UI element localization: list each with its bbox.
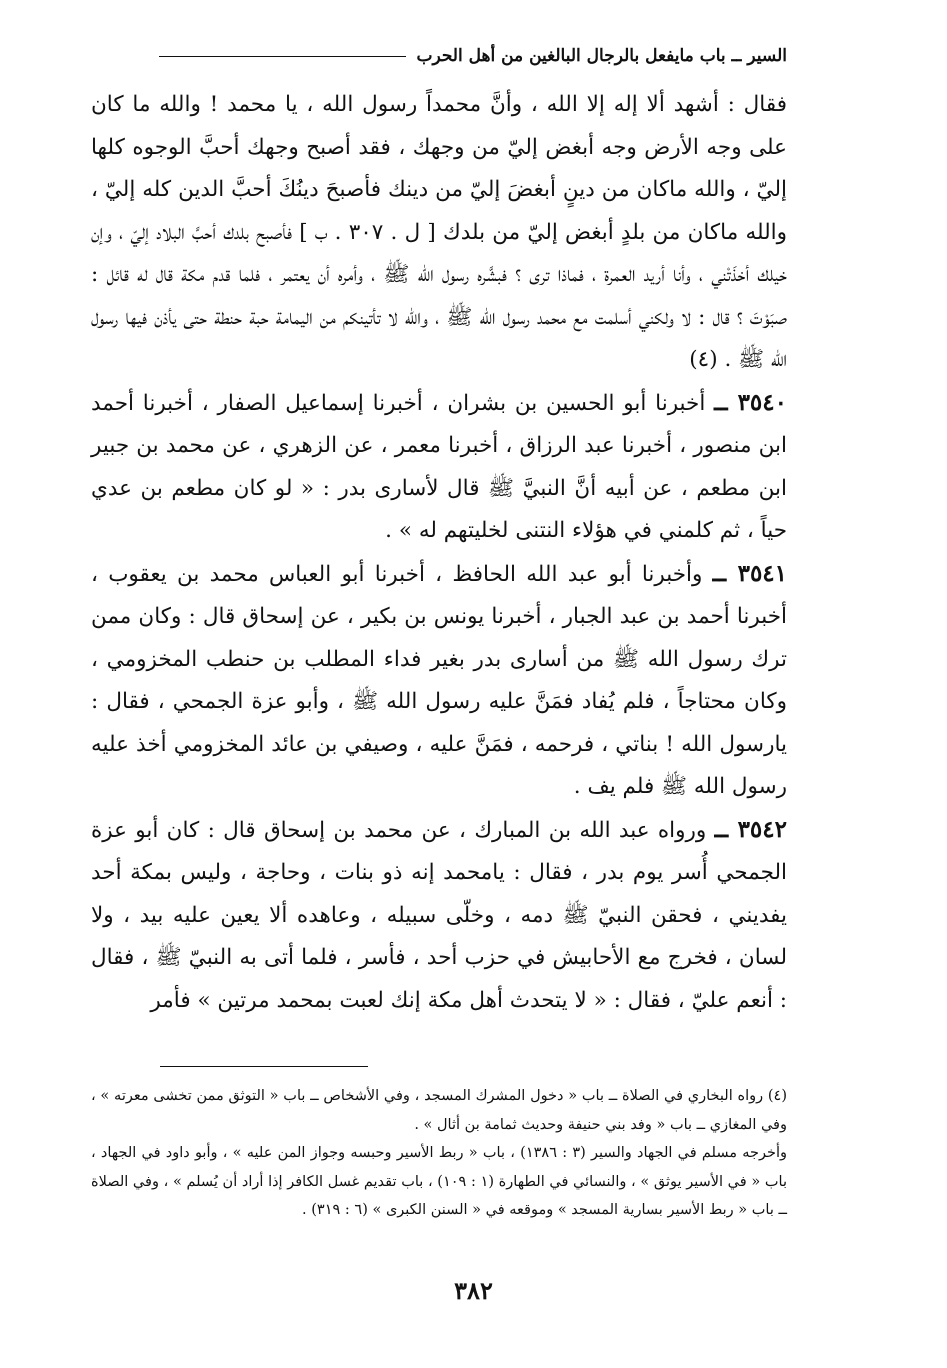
paragraph-text: وأخبرنا أبو عبد الله الحافظ ، أخبرنا أبو العباس محمد بن يعقوب ، أخبرنا أحمد بن عبد الجبار ، أخبرنا يونس بن بكير ، عن إسحاق قال : وكان ممن ترك رسول الله ﷺ من أسارى بدر بغير فداء المطلب بن حنطب المخزومي ، وكان محتاجاً ، فلم يُفاد فمَنَّ عليه رسول الله ﷺ ، وأبو عزة الجمحي ، فقال : يارسول الله ! بناتي ، فرحمه ، فمَنَّ عليه ، وصيفي بن عائد المخزومي أخذ عليه رسول الله ﷺ فلم يف . [91,561,787,799]
hadith-3540 [91,382,787,553]
footnote-separator [160,1066,368,1067]
paragraph-text: أخبرنا أبو الحسين بن بشران ، أخبرنا إسماعيل الصفار ، أخبرنا أحمد ابن منصور ، أخبرنا عبد الرزاق ، أخبرنا معمر ، عن الزهري ، عن محمد بن جبير ابن مطعم ، عن أبيه أنَّ النبيَّ ﷺ قال لأسارى بدر : « لو كان مطعم بن عدي حياً ، ثم كلمني في هؤلاء النتنى لخليتهم له » . [91,390,787,543]
footnotes [91,1082,787,1225]
footnote: وأخرجه مسلم في الجهاد والسير (٣ : ١٣٨٦) ، باب « ربط الأسير وحبسه وجواز المن عليه » ، وأبو داود في الجهاد ، باب « في الأسير يوثق » ، والنسائي في الطهارة (١ : ١٠٩) ، باب تقديم غسل الكافر إذا أراد أن يُسلم » ، وفي الصلاة ــ باب « ربط الأسير بسارية المسجد » وموقعه في « السنن الكبرى » (٦ : ٣١٩) . [91,1145,787,1218]
hadith-number: ٣٥٤١ ــ [712,559,788,587]
hadith-3541 [91,553,787,809]
running-header [159,46,787,66]
hadith-3542 [91,809,787,1023]
paragraph-continuation [91,84,787,382]
paragraph-text: فقال : أشهد ألا إله إلا الله ، وأنَّ محمداً رسول الله ، يا محمد ! والله ما كان على وجه الأرض وجه أبغض إليّ من وجهك ، فقد أصبح وجهك أحبَّ الوجوه كلها إليّ ، والله ماكان من دينٍ أبغضَ إليّ من دينك فأصبحَ دينُكَ أحبَّ الدين كله إليّ ، والله ماكان من بلدٍ أبغض إليّ من بلدك [ ل . ٣٠٧ . ب ] فأصبح بلدك أحبَّ البلاد إليّ ، وإن خيلك أخذَتْني ، وأنا أريد العمرة ، فماذا ترى ؟ فبشَّره رسول الله ﷺ ، وأمره أن يعتمر ، فلما قدم مكة قال له قائل : صبَوْتَ ؟ قال : لا ولكني أسلمت مع محمد رسول الله ﷺ ، والله لا تأتينكم من اليمامة حبة حنطة حتى يأذن فيها رسول الله ﷺ . (٤) [91,92,787,372]
page-number: ٣٨٢ [454,1276,493,1305]
hadith-number: ٣٥٤٢ ــ [714,815,787,843]
header-rule [159,56,406,57]
chapter-title: السير ــ باب مايفعل بالرجال البالغين من أهل الحرب [416,46,787,66]
main-text [91,84,787,1022]
footnote: (٤) رواه البخاري في الصلاة ــ باب « دخول المشرك المسجد ، وفي الأشخاص ــ باب « التوثق ممن تخشى معرته » ، وفي المغازي ــ باب « وفد بني حنيفة وحديث ثمامة بن أثال » . [91,1088,787,1133]
hadith-number: ٣٥٤٠ ــ [714,388,787,416]
paragraph-text: ورواه عبد الله بن المبارك ، عن محمد بن إسحاق قال : كان أبو عزة الجمحي أُسر يوم بدر ، فقال : يامحمد إنه ذو بنات ، وحاجة ، وليس بمكة أحد يفديني ، فحقن النبيّ ﷺ دمه ، وخلّى سبيله ، وعاهده ألا يعين عليه بيد ، ولا لسان ، فخرج مع الأحابيش في حزب أحد ، فأسر ، فلما أتى به النبيّ ﷺ ، فقال : أنعم عليّ ، فقال : « لا يتحدث أهل مكة إنك لعبت بمحمد مرتين » فأمر [91,817,787,1013]
